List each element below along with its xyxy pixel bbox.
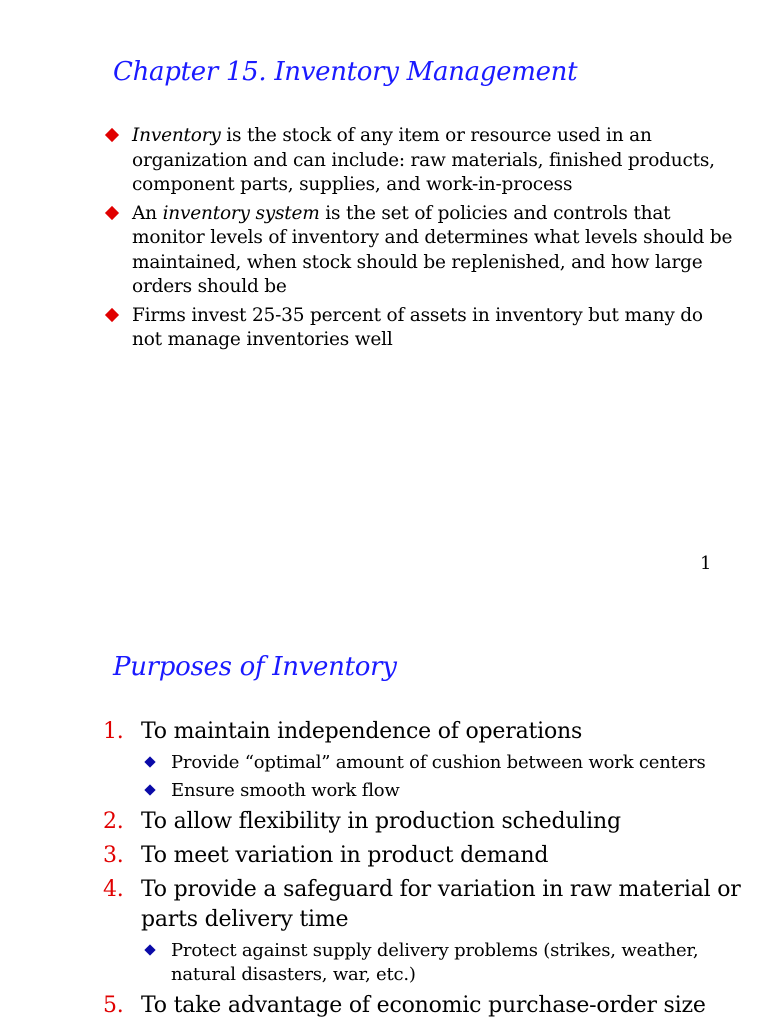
sub-bullet-item [141,779,743,803]
item-number: 2. [103,809,124,834]
list-item [103,807,743,837]
item-number: 4. [103,877,124,902]
diamond-bullet-icon [105,205,119,219]
item-text: To provide a safeguard for variation in raw material or parts delivery time [141,877,741,932]
slide-title: Purposes of Inventory [113,652,397,682]
sub-bullet-text: Ensure smooth work flow [171,780,400,801]
bullet-text: is the set of policies and controls that monitor levels of inventory and determines what levels should be maintained, when stock should be replenished, and how large orders should be [132,202,733,297]
sub-bullet-list [141,751,743,803]
item-text: To take advantage of economic purchase-order size [141,993,706,1018]
page-number: 1 [700,553,712,574]
diamond-bullet-icon [105,128,119,142]
sub-bullet-text: Protect against supply delivery problems (strikes, weather, natural disasters, war, etc.) [171,940,699,985]
bullet-text: is the stock of any item or resource used in an organization and can include: raw materials, finished products, component parts, supplies, and work-in-process [132,125,715,195]
sub-bullet-item [141,751,743,775]
numbered-list [103,717,743,1025]
bullet-text: Firms invest 25-35 percent of assets in inventory but many do not manage inventories well [132,304,703,350]
item-number: 5. [103,993,124,1018]
slide-2 [0,610,768,1024]
item-text: To meet variation in product demand [141,843,549,868]
sub-bullet-list [141,939,743,987]
bullet-item [103,304,733,353]
sub-bullet-text: Provide “optimal” amount of cushion between work centers [171,752,706,773]
diamond-bullet-icon [144,756,155,767]
diamond-bullet-icon [144,784,155,795]
bullet-list [103,124,733,357]
item-number: 1. [103,719,124,744]
sub-bullet-item [141,939,743,987]
bullet-item [103,124,733,198]
list-item [103,991,743,1021]
bullet-term: inventory system [162,202,320,224]
bullet-item [103,202,733,300]
item-text: To allow flexibility in production scheduling [141,809,621,834]
list-item [103,717,743,803]
diamond-bullet-icon [105,307,119,321]
item-text: To maintain independence of operations [141,719,583,744]
list-item [103,875,743,987]
diamond-bullet-icon [144,944,155,955]
item-number: 3. [103,843,124,868]
bullet-term: Inventory [132,125,221,146]
bullet-prefix: An [132,202,163,224]
list-item [103,841,743,871]
slide-title: Chapter 15. Inventory Management [113,57,578,87]
